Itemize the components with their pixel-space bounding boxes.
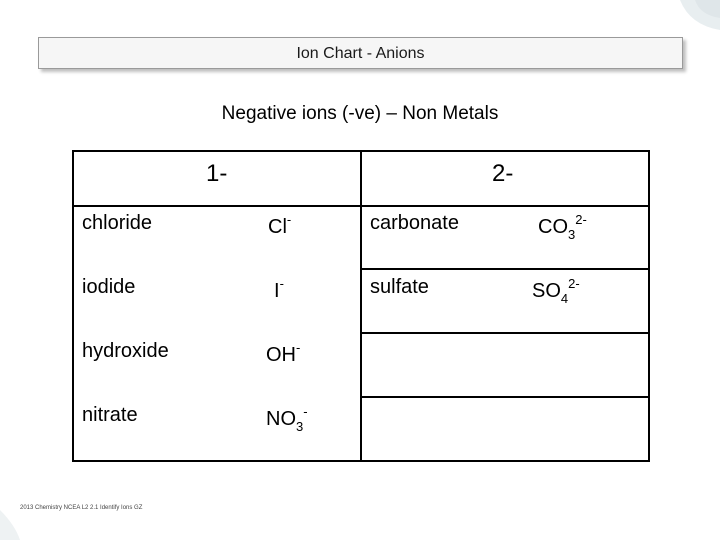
row-divider (360, 332, 648, 334)
row-divider (360, 396, 648, 398)
ion-formula: OH- (266, 340, 301, 366)
ion-table (72, 150, 650, 462)
ion-name: nitrate (82, 404, 138, 426)
footer-credit: 2013 Chemistry NCEA L2 2.1 Identify Ions GZ (20, 505, 143, 511)
ion-formula: Cl- (268, 212, 292, 238)
ion-name: iodide (82, 276, 136, 298)
row-divider (360, 268, 648, 270)
ion-formula: $SO_4^{2-}$ (532, 276, 580, 306)
ion-name: hydroxide (82, 340, 169, 362)
page-title: Ion Chart - Anions (296, 45, 425, 62)
ion-formula: $CO_3^{2-}$ (538, 212, 587, 242)
title-bar (38, 37, 683, 69)
ion-name: carbonate (370, 212, 459, 234)
ion-formula: I- (274, 276, 284, 302)
ion-name: sulfate (370, 276, 429, 298)
header-2-minus: 2- (492, 160, 514, 187)
ion-name: chloride (82, 212, 153, 234)
column-divider (360, 152, 362, 460)
header-1-minus: 1- (206, 160, 228, 187)
ion-formula: $NO_3^-$ (266, 404, 308, 434)
subtitle: Negative ions (-ve) – Non Metals (221, 103, 499, 124)
header-divider (74, 205, 648, 207)
